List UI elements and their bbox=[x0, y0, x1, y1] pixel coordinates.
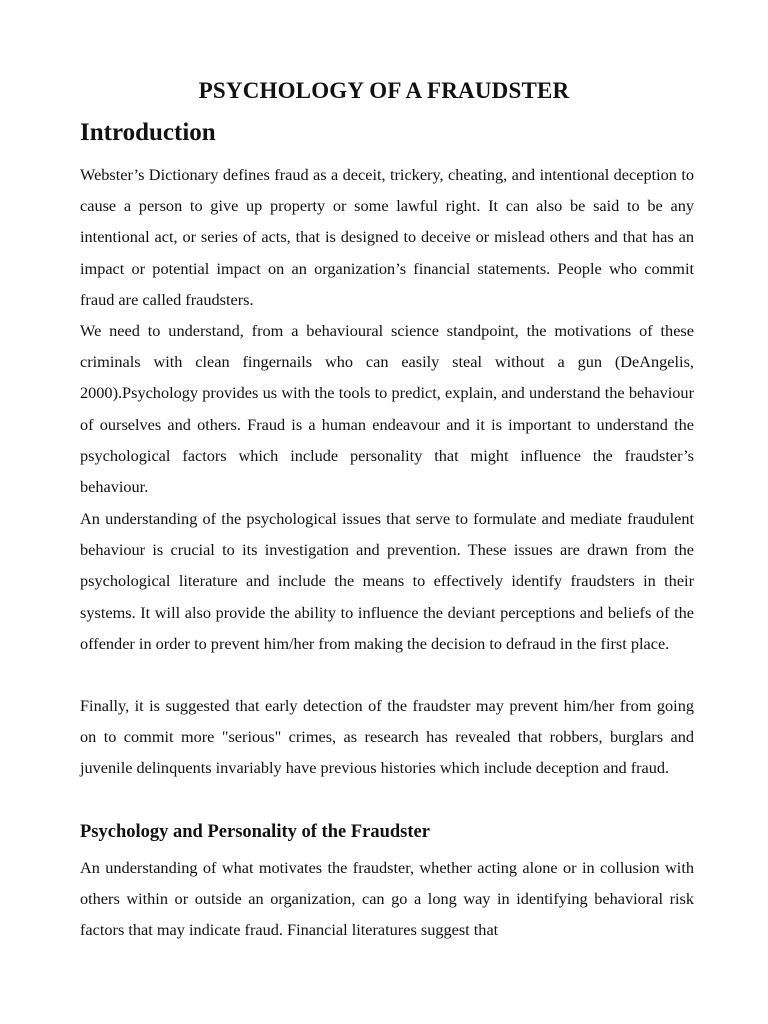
paragraph-psychological-issues: An understanding of the psychological issues that serve to formulate and mediate fraudulent behaviour is crucial to its investigation and prevention. These issues are drawn from the psychological literature and include the means to effectively identify fraudsters in their systems. It will also provide the ability to influence the deviant perceptions and beliefs of the offender in order to prevent him/her from making the decision to defraud in the first place. bbox=[80, 509, 694, 653]
paragraph-fraud-definition: Webster’s Dictionary defines fraud as a deceit, trickery, cheating, and intentional deception to cause a person to give up property or some lawful right. It can also be said to be any intentional act, or series of acts, that is designed to deceive or mislead others and that has an impact or potential impact on an organization’s financial statements. People who commit fraud are called fraudsters. bbox=[80, 165, 694, 309]
section-heading-personality: Psychology and Personality of the Fraudster bbox=[80, 822, 430, 842]
section-heading-introduction: Introduction bbox=[80, 119, 216, 146]
paragraph-early-detection: Finally, it is suggested that early detection of the fraudster may prevent him/her from going on to commit more "serious" crimes, as research has revealed that robbers, burglars and juvenile delinquents invariably have previous histories which include deception and fraud. bbox=[80, 696, 694, 778]
paragraph-motivation: An understanding of what motivates the fraudster, whether acting alone or in collusion with others within or outside an organization, can go a long way in identifying behavioral risk factors that may indicate fraud. Financial literatures suggest that bbox=[80, 858, 694, 940]
document-title: PSYCHOLOGY OF A FRAUDSTER bbox=[198, 78, 570, 103]
paragraph-behavioural-science: We need to understand, from a behavioural science standpoint, the motivations of these criminals with clean fingernails who can easily steal without a gun (DeAngelis, 2000).Psychology provides us with the tools to predict, explain, and understand the behaviour of ourselves and others. Fraud is a human endeavour and it is important to understand the psychological factors which include personality that might influence the fraudster’s behaviour. bbox=[80, 321, 694, 497]
